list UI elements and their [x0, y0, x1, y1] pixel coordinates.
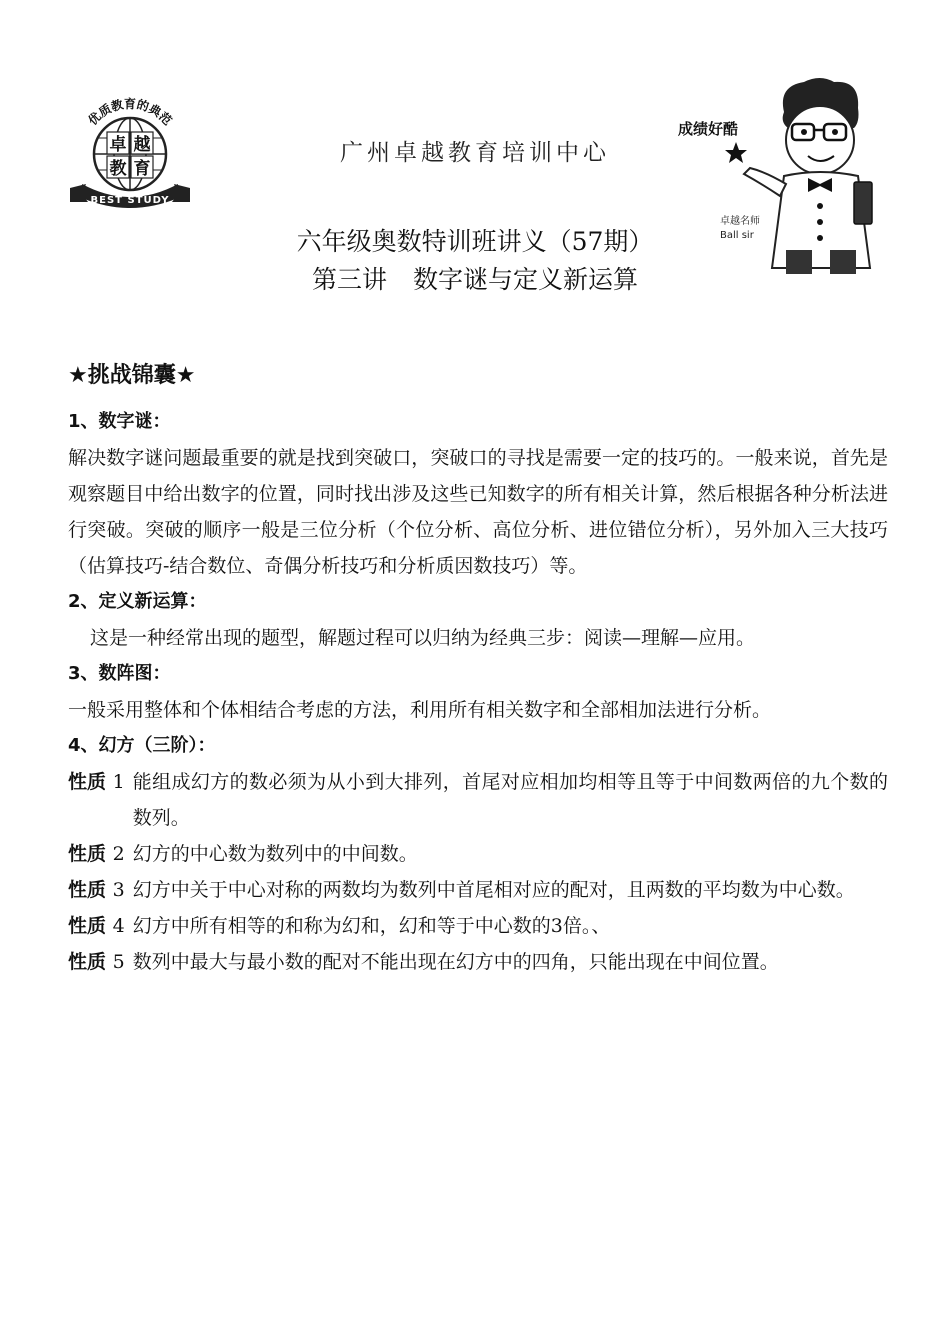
- property-label-text: 性质: [68, 915, 107, 937]
- logo-arc-text: 优质教育的典范: [85, 97, 175, 128]
- property-label: [68, 836, 125, 872]
- slogan-text: 成绩好酷: [678, 120, 739, 138]
- main-content: [68, 356, 888, 980]
- property-number: 5: [112, 951, 125, 973]
- item-heading-1: 1、数字谜：: [68, 411, 171, 432]
- teacher-english-name: Ball sir: [720, 230, 754, 241]
- property-text: 能组成幻方的数必须为从小到大排列，首尾对应相加均相等且等于中间数两倍的九个数的数列。: [132, 771, 888, 829]
- property-label: [68, 908, 125, 944]
- property-text: 数列中最大与最小数的配对不能出现在幻方中的四角，只能出现在中间位置。: [132, 951, 779, 973]
- lecture-topic: 数字谜与定义新运算: [413, 265, 639, 294]
- property-label: [68, 764, 125, 836]
- section-title: ★挑战锦囊★: [68, 363, 196, 388]
- item-text-3: 一般采用整体和个体相结合考虑的方法，利用所有相关数字和全部相加法进行分析。: [68, 699, 772, 721]
- property-label: [68, 872, 125, 908]
- star-icon: [725, 142, 747, 163]
- cartoon-teacher-icon: [674, 72, 890, 280]
- property-label-text: 性质: [68, 951, 107, 973]
- item-heading-2: 2、定义新运算：: [68, 591, 207, 612]
- property-label-text: 性质: [68, 771, 107, 793]
- logo-char-1: 卓: [109, 135, 127, 155]
- property-3: [68, 872, 888, 908]
- item-text-2: 这是一种经常出现的题型，解题过程可以归纳为经典三步：阅读—理解—应用。: [90, 627, 756, 649]
- property-number: 2: [112, 843, 125, 865]
- property-1: [68, 764, 888, 836]
- logo-char-3: 教: [109, 159, 127, 179]
- property-label: [68, 944, 125, 980]
- property-label-text: 性质: [68, 879, 107, 901]
- logo-banner-text: BEST STUDY: [90, 195, 170, 206]
- item-heading-4: 4、幻方（三阶）：: [68, 735, 216, 756]
- property-number: 3: [112, 879, 125, 901]
- item-heading-3: 3、数阵图：: [68, 663, 171, 684]
- logo-char-2: 越: [133, 135, 151, 155]
- property-label-text: 性质: [68, 843, 107, 865]
- property-number: 4: [112, 915, 125, 937]
- property-text: 幻方的中心数为数列中的中间数。: [132, 843, 418, 865]
- property-4: [68, 908, 888, 944]
- institution-name: 广州卓越教育培训中心: [340, 140, 610, 166]
- property-number: 1: [112, 771, 125, 793]
- property-text: 幻方中所有相等的和称为幻和，幻和等于中心数的3倍。、: [132, 915, 611, 937]
- property-2: [68, 836, 888, 872]
- property-5: [68, 944, 888, 980]
- property-text: 幻方中关于中心对称的两数均为数列中首尾相对应的配对，且两数的平均数为中心数。: [132, 879, 855, 901]
- handout-title: 六年级奥数特训班讲义（57期）: [296, 227, 654, 256]
- logo-char-4: 育: [133, 159, 151, 179]
- lecture-number: 第三讲: [311, 265, 387, 294]
- teacher-cartoon: [674, 72, 890, 280]
- item-text-1: 解决数字谜问题最重要的就是找到突破口，突破口的寻找是需要一定的技巧的。一般来说，首先是观察题目中给出数字的位置，同时找出涉及这些已知数字的所有相关计算，然后根据各种分析法进行突破。突破的顺序一般是三位分析（个位分析、高位分析、进位错位分析），另外加入三大技巧（估算技巧-结合数位、奇偶分析技巧和分析质因数技巧）等。: [68, 447, 888, 577]
- teacher-name: 卓越名师: [720, 216, 760, 227]
